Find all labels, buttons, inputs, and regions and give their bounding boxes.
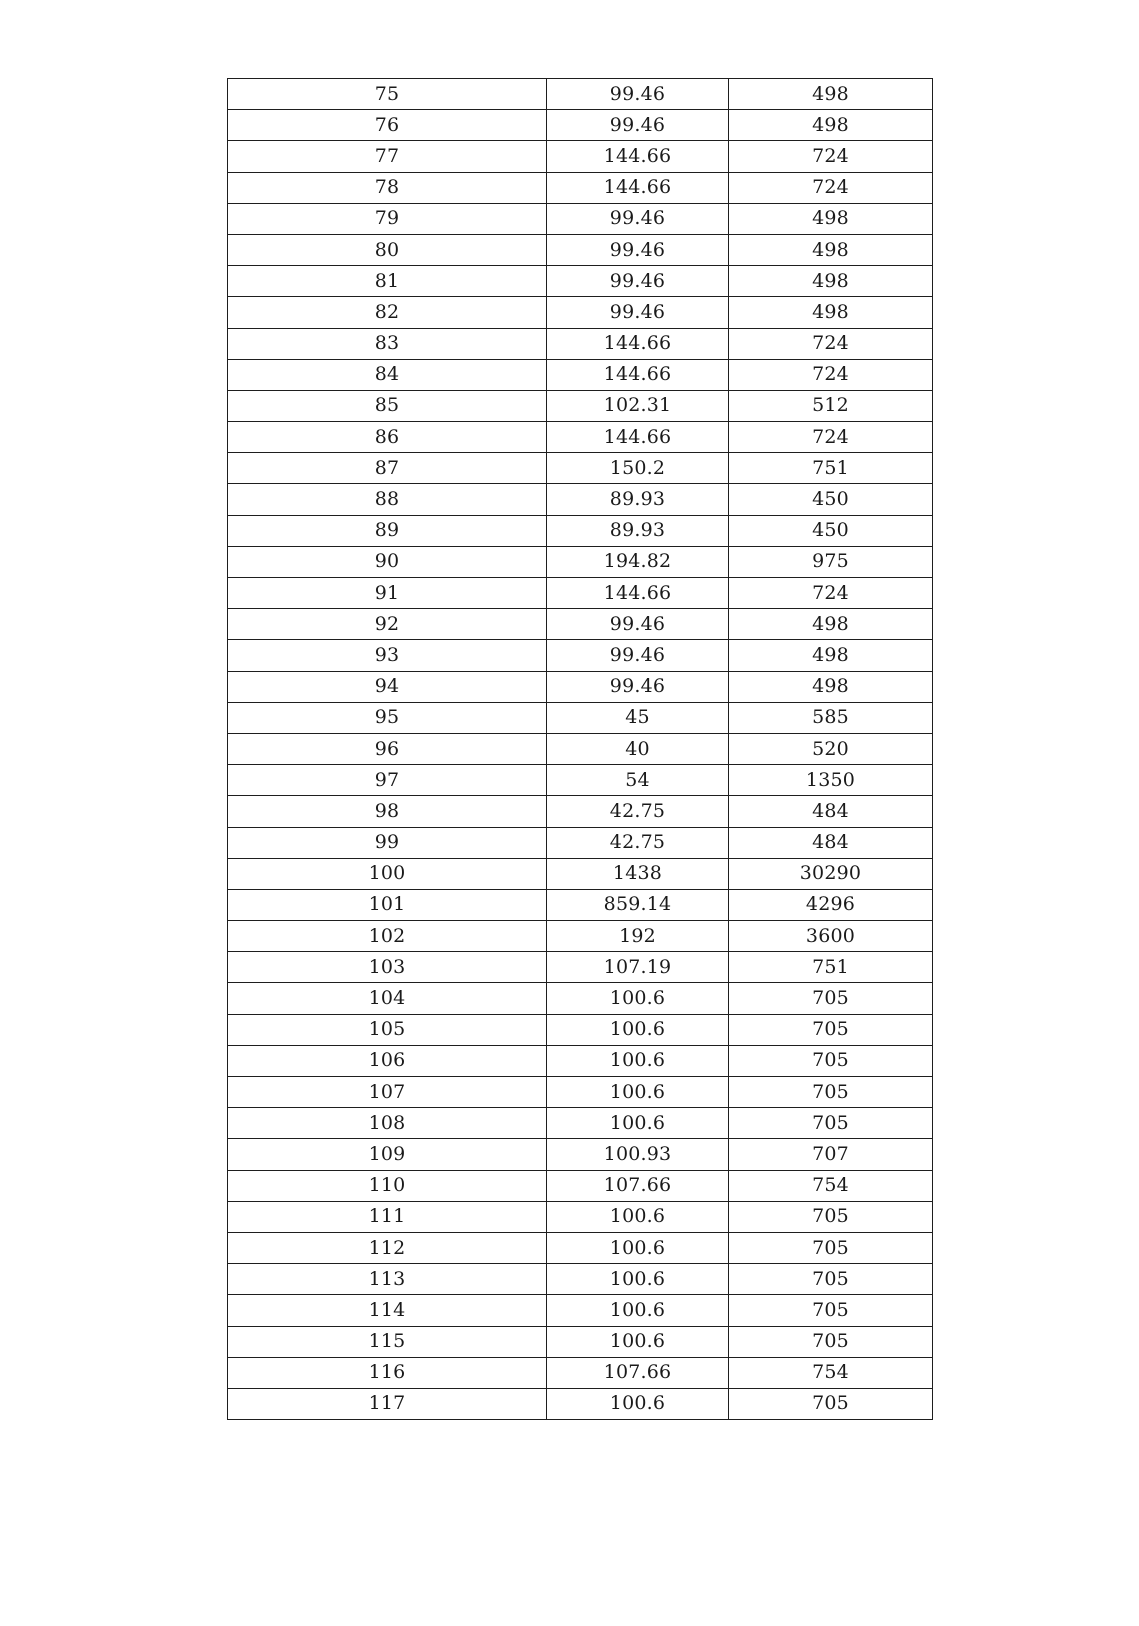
row-number-cell: 76 [228, 110, 547, 141]
row-number-cell: 101 [228, 889, 547, 920]
table-row [228, 671, 933, 702]
row-number-cell: 75 [228, 79, 547, 110]
area-cell: 89.93 [547, 515, 729, 546]
amount-cell: 705 [729, 1201, 933, 1232]
row-number-cell: 111 [228, 1201, 547, 1232]
row-number-cell: 102 [228, 921, 547, 952]
amount-cell: 3600 [729, 921, 933, 952]
row-number-cell: 106 [228, 1045, 547, 1076]
table-row [228, 578, 933, 609]
amount-cell: 975 [729, 546, 933, 577]
row-number-cell: 90 [228, 546, 547, 577]
row-number-cell: 104 [228, 983, 547, 1014]
row-number-cell: 83 [228, 328, 547, 359]
row-number-cell: 100 [228, 858, 547, 889]
table-row [228, 765, 933, 796]
area-cell: 144.66 [547, 422, 729, 453]
amount-cell: 498 [729, 234, 933, 265]
amount-cell: 498 [729, 609, 933, 640]
table-row [228, 359, 933, 390]
row-number-cell: 116 [228, 1357, 547, 1388]
table-row [228, 921, 933, 952]
table-row [228, 858, 933, 889]
area-cell: 99.46 [547, 79, 729, 110]
table-row [228, 1077, 933, 1108]
table-row [228, 983, 933, 1014]
area-cell: 107.66 [547, 1357, 729, 1388]
table-row [228, 1201, 933, 1232]
area-cell: 100.6 [547, 1014, 729, 1045]
area-cell: 100.6 [547, 1295, 729, 1326]
amount-cell: 751 [729, 952, 933, 983]
area-cell: 42.75 [547, 827, 729, 858]
row-number-cell: 96 [228, 733, 547, 764]
area-cell: 54 [547, 765, 729, 796]
table-row [228, 1108, 933, 1139]
table-row [228, 234, 933, 265]
table-row [228, 390, 933, 421]
area-cell: 99.46 [547, 234, 729, 265]
amount-cell: 450 [729, 484, 933, 515]
area-cell: 100.6 [547, 1077, 729, 1108]
row-number-cell: 93 [228, 640, 547, 671]
area-cell: 99.46 [547, 671, 729, 702]
amount-cell: 705 [729, 1264, 933, 1295]
amount-cell: 705 [729, 1108, 933, 1139]
row-number-cell: 97 [228, 765, 547, 796]
table-row [228, 1295, 933, 1326]
amount-cell: 450 [729, 515, 933, 546]
table-row [228, 1264, 933, 1295]
area-cell: 100.6 [547, 1326, 729, 1357]
table-row [228, 733, 933, 764]
amount-cell: 705 [729, 1045, 933, 1076]
area-cell: 194.82 [547, 546, 729, 577]
table-row [228, 1045, 933, 1076]
area-cell: 45 [547, 702, 729, 733]
table-row [228, 609, 933, 640]
area-cell: 102.31 [547, 390, 729, 421]
amount-cell: 724 [729, 422, 933, 453]
row-number-cell: 115 [228, 1326, 547, 1357]
table-row [228, 79, 933, 110]
row-number-cell: 98 [228, 796, 547, 827]
amount-cell: 705 [729, 1014, 933, 1045]
row-number-cell: 88 [228, 484, 547, 515]
amount-cell: 754 [729, 1357, 933, 1388]
table-row [228, 1170, 933, 1201]
row-number-cell: 87 [228, 453, 547, 484]
area-cell: 100.93 [547, 1139, 729, 1170]
area-cell: 99.46 [547, 266, 729, 297]
area-cell: 1438 [547, 858, 729, 889]
row-number-cell: 114 [228, 1295, 547, 1326]
area-cell: 99.46 [547, 609, 729, 640]
row-number-cell: 105 [228, 1014, 547, 1045]
table-row [228, 702, 933, 733]
amount-cell: 4296 [729, 889, 933, 920]
row-number-cell: 107 [228, 1077, 547, 1108]
row-number-cell: 80 [228, 234, 547, 265]
amount-cell: 1350 [729, 765, 933, 796]
amount-cell: 754 [729, 1170, 933, 1201]
row-number-cell: 84 [228, 359, 547, 390]
table-row [228, 515, 933, 546]
area-cell: 144.66 [547, 141, 729, 172]
table-row [228, 796, 933, 827]
table-row [228, 952, 933, 983]
amount-cell: 512 [729, 390, 933, 421]
table-row [228, 266, 933, 297]
area-cell: 100.6 [547, 1388, 729, 1419]
area-cell: 42.75 [547, 796, 729, 827]
area-cell: 859.14 [547, 889, 729, 920]
table-row [228, 422, 933, 453]
area-cell: 99.46 [547, 297, 729, 328]
amount-cell: 705 [729, 983, 933, 1014]
table-row [228, 328, 933, 359]
amount-cell: 724 [729, 578, 933, 609]
row-number-cell: 112 [228, 1232, 547, 1263]
amount-cell: 498 [729, 640, 933, 671]
row-number-cell: 91 [228, 578, 547, 609]
area-cell: 100.6 [547, 1264, 729, 1295]
row-number-cell: 117 [228, 1388, 547, 1419]
area-cell: 150.2 [547, 453, 729, 484]
amount-cell: 705 [729, 1388, 933, 1419]
table-row [228, 172, 933, 203]
area-cell: 100.6 [547, 1201, 729, 1232]
table-row [228, 1357, 933, 1388]
amount-cell: 724 [729, 359, 933, 390]
row-number-cell: 92 [228, 609, 547, 640]
row-number-cell: 103 [228, 952, 547, 983]
area-cell: 89.93 [547, 484, 729, 515]
table-row [228, 453, 933, 484]
row-number-cell: 81 [228, 266, 547, 297]
amount-cell: 724 [729, 328, 933, 359]
table-body [228, 79, 933, 1420]
amount-cell: 520 [729, 733, 933, 764]
table-row [228, 889, 933, 920]
amount-cell: 498 [729, 297, 933, 328]
area-cell: 99.46 [547, 640, 729, 671]
amount-cell: 705 [729, 1295, 933, 1326]
row-number-cell: 110 [228, 1170, 547, 1201]
row-number-cell: 94 [228, 671, 547, 702]
amount-cell: 585 [729, 702, 933, 733]
area-cell: 99.46 [547, 110, 729, 141]
row-number-cell: 89 [228, 515, 547, 546]
amount-cell: 484 [729, 827, 933, 858]
table-row [228, 1388, 933, 1419]
amount-cell: 498 [729, 203, 933, 234]
amount-cell: 498 [729, 79, 933, 110]
area-cell: 144.66 [547, 172, 729, 203]
data-table [227, 78, 933, 1420]
table-row [228, 203, 933, 234]
amount-cell: 705 [729, 1077, 933, 1108]
row-number-cell: 99 [228, 827, 547, 858]
row-number-cell: 85 [228, 390, 547, 421]
area-cell: 99.46 [547, 203, 729, 234]
table-row [228, 110, 933, 141]
row-number-cell: 77 [228, 141, 547, 172]
area-cell: 192 [547, 921, 729, 952]
table-row [228, 297, 933, 328]
amount-cell: 498 [729, 266, 933, 297]
area-cell: 100.6 [547, 1108, 729, 1139]
area-cell: 107.19 [547, 952, 729, 983]
table-row [228, 1139, 933, 1170]
row-number-cell: 82 [228, 297, 547, 328]
row-number-cell: 78 [228, 172, 547, 203]
table-row [228, 1014, 933, 1045]
area-cell: 100.6 [547, 1232, 729, 1263]
amount-cell: 705 [729, 1232, 933, 1263]
table-row [228, 1232, 933, 1263]
amount-cell: 30290 [729, 858, 933, 889]
amount-cell: 498 [729, 110, 933, 141]
area-cell: 144.66 [547, 328, 729, 359]
table-row [228, 141, 933, 172]
table-row [228, 484, 933, 515]
row-number-cell: 95 [228, 702, 547, 733]
area-cell: 100.6 [547, 983, 729, 1014]
amount-cell: 724 [729, 141, 933, 172]
area-cell: 144.66 [547, 578, 729, 609]
table-row [228, 640, 933, 671]
row-number-cell: 109 [228, 1139, 547, 1170]
area-cell: 107.66 [547, 1170, 729, 1201]
table-row [228, 546, 933, 577]
table-row [228, 1326, 933, 1357]
amount-cell: 705 [729, 1326, 933, 1357]
amount-cell: 707 [729, 1139, 933, 1170]
area-cell: 40 [547, 733, 729, 764]
row-number-cell: 79 [228, 203, 547, 234]
row-number-cell: 108 [228, 1108, 547, 1139]
area-cell: 100.6 [547, 1045, 729, 1076]
amount-cell: 498 [729, 671, 933, 702]
row-number-cell: 113 [228, 1264, 547, 1295]
amount-cell: 484 [729, 796, 933, 827]
area-cell: 144.66 [547, 359, 729, 390]
row-number-cell: 86 [228, 422, 547, 453]
amount-cell: 751 [729, 453, 933, 484]
table-row [228, 827, 933, 858]
amount-cell: 724 [729, 172, 933, 203]
